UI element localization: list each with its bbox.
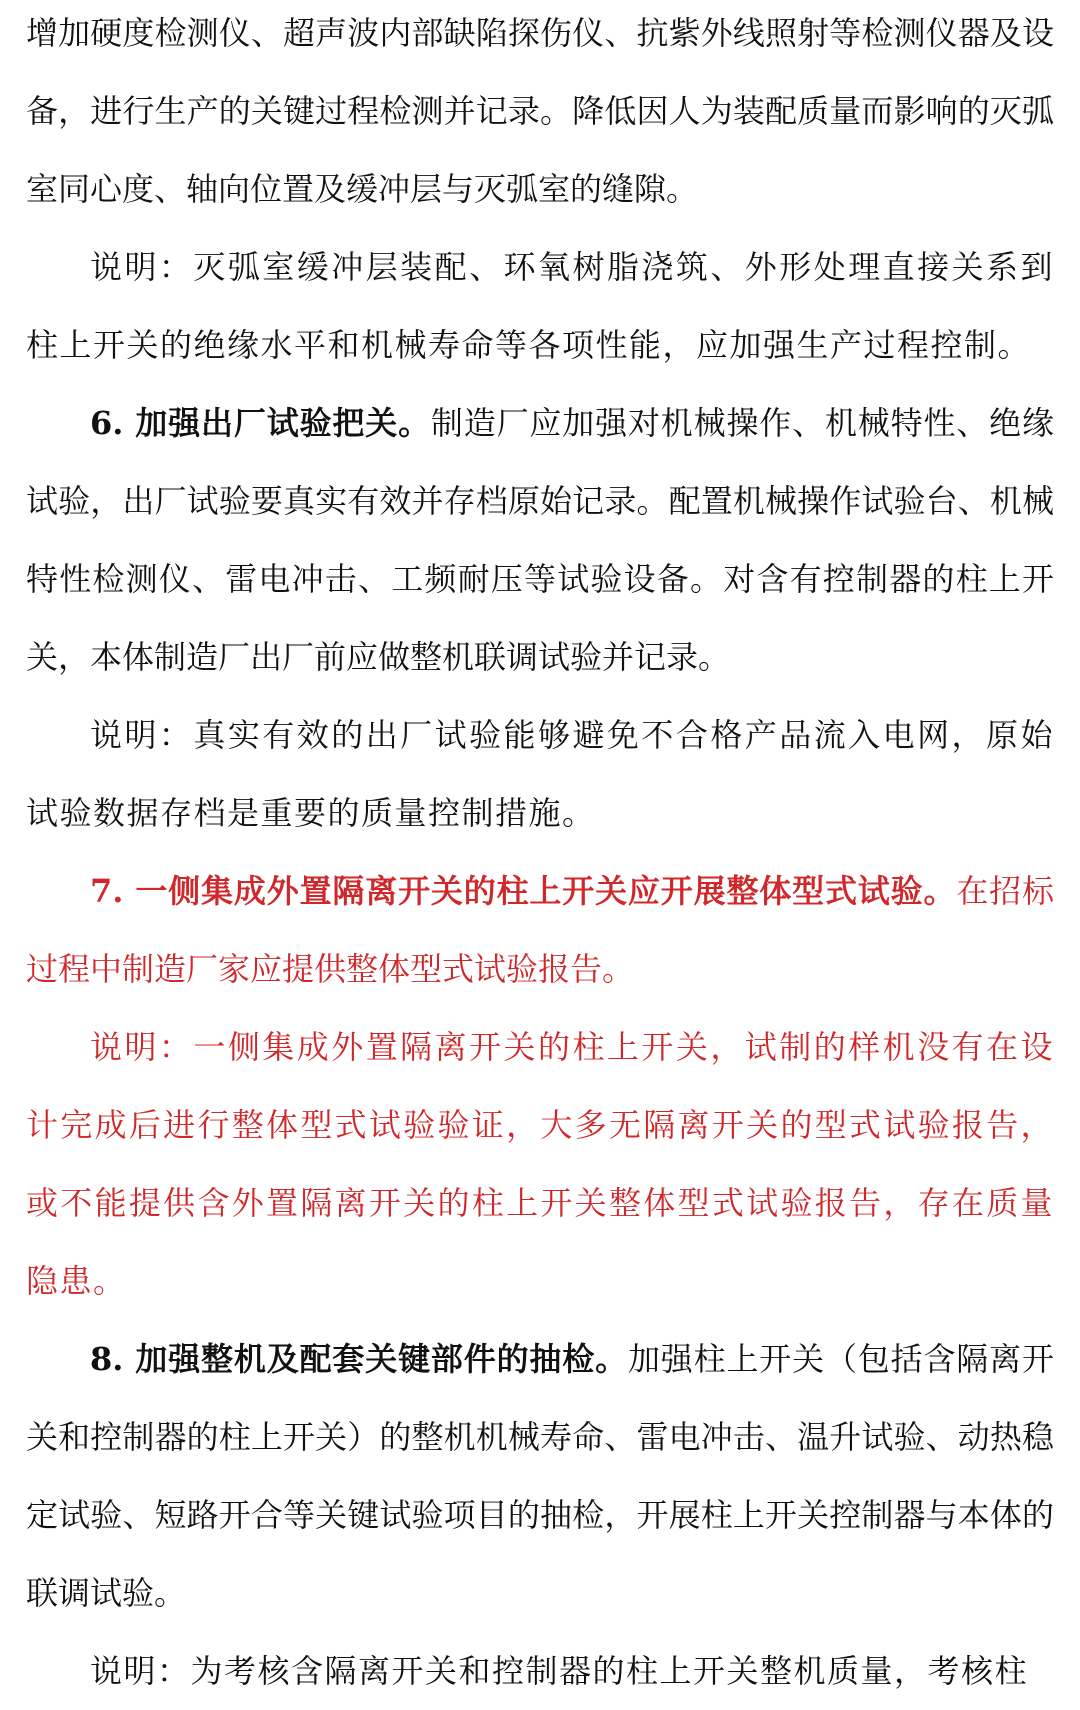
note-paragraph-1: [26, 228, 1054, 384]
section-8-heading: 8. 加强整机及配套关键部件的抽检。: [90, 1340, 628, 1378]
note-paragraph-3: [26, 1008, 1054, 1320]
note-2-text: 说明：真实有效的出厂试验能够避免不合格产品流入电网，原始试验数据存档是重要的质量控制措施。: [26, 716, 1054, 832]
section-6-paragraph: [26, 384, 1054, 696]
note-paragraph-4: [26, 1632, 1054, 1710]
note-4-text: 说明：为考核含隔离开关和控制器的柱上开关整机质量，考核柱: [90, 1652, 1029, 1690]
section-6-heading: 6. 加强出厂试验把关。: [90, 404, 431, 442]
note-paragraph-2: [26, 696, 1054, 852]
section-8-text: 加强柱上开关（包括含隔离开关和控制器的柱上开关）的整机机械寿命、雷电冲击、温升试验、动热稳定试验、短路开合等关键试验项目的抽检，开展柱上开关控制器与本体的联调试验。: [26, 1340, 1054, 1612]
note-1-text: 说明：灭弧室缓冲层装配、环氧树脂浇筑、外形处理直接关系到柱上开关的绝缘水平和机械寿命等各项性能，应加强生产过程控制。: [26, 248, 1054, 364]
section-7-text: 在招标过程中制造厂家应提供整体型式试验报告。: [26, 872, 1054, 988]
section-8-paragraph: [26, 1320, 1054, 1632]
note-3-text: 说明：一侧集成外置隔离开关的柱上开关，试制的样机没有在设计完成后进行整体型式试验验证，大多无隔离开关的型式试验报告，或不能提供含外置隔离开关的柱上开关整体型式试验报告，存在质量隐患。: [26, 1028, 1054, 1300]
section-6-text: 制造厂应加强对机械操作、机械特性、绝缘试验，出厂试验要真实有效并存档原始记录。配置机械操作试验台、机械特性检测仪、雷电冲击、工频耐压等试验设备。对含有控制器的柱上开关，本体制造厂出厂前应做整机联调试验并记录。: [26, 404, 1054, 676]
paragraph-1-text: 增加硬度检测仪、超声波内部缺陷探伤仪、抗紫外线照射等检测仪器及设备，进行生产的关键过程检测并记录。降低因人为装配质量而影响的灭弧室同心度、轴向位置及缓冲层与灭弧室的缝隙。: [26, 14, 1054, 208]
paragraph-1: [26, 0, 1054, 228]
section-7-paragraph: [26, 852, 1054, 1008]
section-7-heading: 7. 一侧集成外置隔离开关的柱上开关应开展整体型式试验。: [90, 872, 957, 910]
